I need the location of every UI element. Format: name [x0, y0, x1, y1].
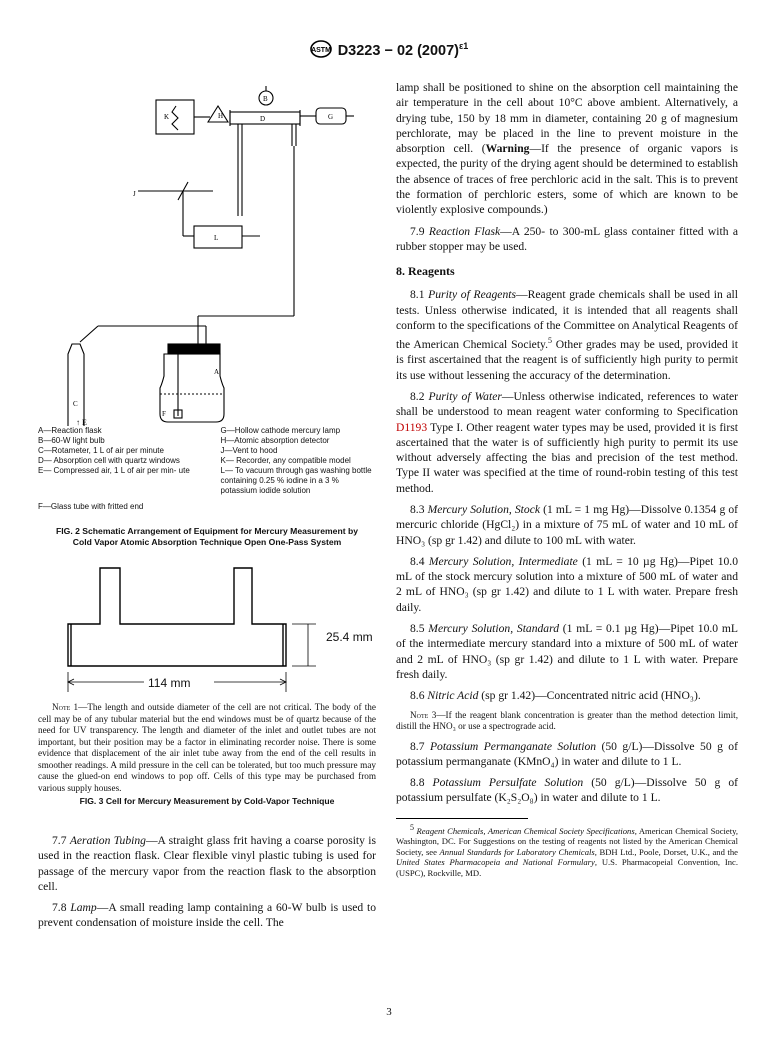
dim-height-label: 25.4 mm: [326, 630, 373, 644]
footnote-rule: [396, 818, 528, 819]
note-label: Note 1: [52, 702, 79, 712]
legend-item: F—Glass tube with fritted end: [38, 502, 144, 511]
para-8-6: 8.6 Nitric Acid (sp gr 1.42)—Concentrated nitric acid (HNO₃).: [410, 689, 701, 703]
left-column: [38, 86, 376, 937]
svg-text:K: K: [164, 113, 170, 121]
fig2-caption: FIG. 2 Schematic Arrangement of Equipment for Mercury Measurement by Cold Vapor Atomic Absorption Technique Open One-Pass System: [56, 526, 358, 547]
section-heading: 8. Reagents: [396, 264, 455, 279]
para-7-9: 7.9 Reaction Flask—A 250- to 300-mL glass container fitted with a rubber stopper may be used.: [396, 224, 738, 253]
legend-item: L— To vacuum through gas washing bottle containing 0.25 % iodine in a 3 % potassium iodide solution: [220, 466, 372, 495]
fig2-legend: [38, 426, 376, 512]
spec-link[interactable]: D1193: [396, 420, 428, 434]
para-8-4: 8.4 Mercury Solution, Intermediate (1 mL = 10 µg Hg)—Pipet 10.0 mL of the stock mercury solution into a mixture of 500 mL of water and 2 mL of HNO₃ (sp gr 1.42) and dilute to 1 L with water. Prepare fresh daily.: [396, 554, 738, 614]
footnote-5: $^5$ Reagent Chemicals, American Chemical Society Specifications, American Chemical Society, Washington, DC. For Suggestions on the testing of reagents not listed by the American Chemical Society, see Annual Standards for Laboratory Chemicals, BDH Ltd., Poole, Dorset, U.K., and the United States Pharmacopeia and National Formulary, U.S. Pharmacopeial Convention, Inc. (USPC), Rockville, MD.: [396, 822, 738, 878]
para-7-8: 7.8 Lamp—A small reading lamp containing a 60-W bulb is used to prevent condensation of moisture inside the cell. The: [38, 901, 377, 930]
footnote-ref[interactable]: 5: [548, 336, 552, 346]
fig3-caption: FIG. 3 Cell for Mercury Measurement by Cold-Vapor Technique: [79, 796, 335, 806]
legend-item: D— Absorption cell with quartz windows: [38, 456, 180, 465]
svg-text:F: F: [162, 410, 166, 418]
svg-text:ASTM: ASTM: [310, 47, 331, 54]
para-8-1: 8.1 Purity of Reagents—Reagent grade chemicals shall be used in all tests. Unless otherwise indicated, it is intended that all reagents shall conform to the specifications of the Committee on Analytical Reagents of the American Chemical Society.$^5$ Other grades may be used, provided it is first ascertained that the reagent is of sufficiently high purity to permit its use without lessening the accuracy of the determination.: [396, 288, 739, 382]
astm-logo-icon: [310, 40, 332, 62]
para-8-7: 8.7 Potassium Permanganate Solution (50 g/L)—Dissolve 50 g of potassium permanganate (KMnO₄) in water and dilute to 1 L.: [396, 739, 738, 768]
legend-item: K— Recorder, any compatible model: [220, 456, 351, 465]
designation-superscript: ε1: [459, 41, 469, 51]
right-column: [396, 81, 739, 879]
document-header: [0, 40, 778, 62]
fig2-schematic: [38, 86, 376, 426]
arrow-e-icon: ↑ E: [76, 418, 87, 427]
para-8-5: 8.5 Mercury Solution, Standard (1 mL = 0.1 µg Hg)—Pipet 10.0 mL of the intermediate mercury standard into a mixture of 500 mL of water and 2 mL of HNO₃ (sp gr 1.42) and dilute to 1 L with water. Prepare fresh daily.: [396, 622, 738, 681]
para-8-3: 8.3 Mercury Solution, Stock (1 mL = 1 mg Hg)—Dissolve 0.1354 g of mercuric chloride (HgCl₂) in a mixture of 75 mL of water and 10 mL of HNO₃ (sp gr 1.42) and dilute to 100 mL with water.: [396, 502, 739, 547]
svg-text:G: G: [328, 113, 334, 121]
legend-item: A—Reaction flask: [38, 426, 102, 435]
legend-item: C—Rotameter, 1 L of air per minute: [38, 446, 164, 455]
page-number: 3: [386, 1006, 392, 1018]
legend-item: H—Atomic absorption detector: [220, 436, 330, 445]
para-8-8: 8.8 Potassium Persulfate Solution (50 g/L)—Dissolve 50 g of potassium persulfate (K₂S₂O₈) in water and dilute to 1 L.: [396, 776, 738, 805]
note-3: Note 3—If the reagent blank concentration is greater than the method detection limit, distill the HNO₃ or use a spectrograde acid.: [396, 709, 738, 732]
para-7-8-cont: lamp shall be positioned to shine on the absorption cell maintaining the air temperature in the cell about 10°C above ambient. Alternatively, a drying tube, 150 by 18 mm in diameter, containing 20 g of magnesium perchlorate, may be placed in the line to prevent moisture in the absorption cell. (Warning—If the presence of organic vapors is expected, the purity of the drying agent should be determined to establish the absence of traces of free perchloric acid in the salt. This is to prevent the formation of perchloric esters, some of which are known to be violently explosive compounds.): [396, 81, 738, 217]
svg-text:D: D: [260, 115, 266, 123]
para-7-7: 7.7 Aeration Tubing—A straight glass frit having a coarse porosity is used in the reaction flask. Clear flexible vinyl plastic tubing is used for passage of the mercury vapor from the reaction flask to the absorption cell.: [38, 834, 376, 893]
legend-item: J—Vent to hood: [220, 446, 278, 455]
svg-text:L: L: [214, 234, 219, 242]
legend-item: [221, 496, 376, 512]
svg-text:J: J: [133, 190, 136, 198]
svg-text:A: A: [214, 368, 220, 376]
fig3-note: [38, 702, 376, 794]
svg-text:B: B: [263, 95, 268, 103]
para-8-2: 8.2 Purity of Water—Unless otherwise indicated, references to water shall be understood to mean reagent water conforming to Specification D1193 Type I. Other reagent water types may be used, provided it is first ascertained that the water is of sufficiently high purity to permit its use without adversely affecting the bias and precision of the test method. Type II water was specified at the time of round-robin testing of this test method.: [396, 389, 738, 495]
svg-text:C: C: [73, 400, 78, 408]
legend-item: G—Hollow cathode mercury lamp: [220, 426, 341, 435]
svg-text:H: H: [218, 112, 224, 120]
note-text: —The length and outside diameter of the cell are not critical. The body of the cell may be of any tubular material but the end windows must be of quartz because of the need for UV transparency. The length and diameter of the inlet and outlet tubes are not important, but their position may be a factor in eliminating recorder noise. There is some evidence that displacement of the air inlet tube away from the end of the cell results in smoother readings. A mild pressure in the cell can be tolerated, but too much pressure may cause the glued-on end windows to pop off. Cells of this type may be purchased from various supply houses.: [38, 702, 376, 793]
legend-item: E— Compressed air, 1 L of air per min- ute: [38, 466, 190, 475]
legend-item: B—60-W light bulb: [38, 436, 105, 445]
dim-length-label: 114 mm: [148, 676, 191, 690]
designation: D3223 − 02 (2007): [337, 42, 460, 59]
